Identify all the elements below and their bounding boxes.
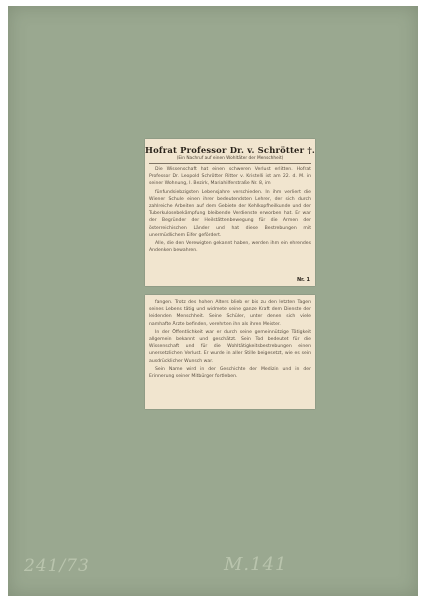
clipping-paragraph: Die Wissenschaft hat einen schweren Verlust erlitten. Hofrat Professor Dr. Leopold Schrötter Ritter v. Kristelli ist am 22. d. M. in seiner Wohnung, I. Bezirk, Mariahilferstraße Nr. 8, im xyxy=(149,167,311,187)
archive-mounting-board xyxy=(8,6,418,596)
clipping-paragraph: fünfundsiebzigsten Lebensjahre verschieden. In ihm verliert die Wiener Schule einen ihrer bedeutendsten Lehrer, der sich durch zahlreiche Arbeiten auf dem Gebiete der Kehlkopfheilkunde und der Tuberkulosebekämpfung bleibende Verdienste erworben hat. Er war der Begründer der Heilstättenbewegung für die Armen der österreichischen Länder und hat diese Bestrebungen mit unermüdlichem Eifer gefördert. xyxy=(149,189,311,238)
clipping-headline: Hofrat Professor Dr. v. Schrötter †. xyxy=(145,145,315,155)
clipping-subheadline: (Ein Nachruf auf einen Wohltäter der Menschheit) xyxy=(176,156,284,161)
clipping-paragraph: Alle, die den Verewigten gekannt haben, werden ihm ein ehrendes Andenken bewahren. xyxy=(149,241,311,254)
clipping-body-bottom xyxy=(145,295,315,380)
clipping-body-top xyxy=(145,166,315,254)
clipping-paragraph: In der Öffentlichkeit war er durch seine gemeinnützige Tätigkeit allgemein bekannt und geschätzt. Sein Tod bedeutet für die Wissenschaft und für die Wohltätigkeitsbestrebungen einen unersetzlichen Verlust. Er wurde in aller Stille beigesetzt, wie es sein ausdrücklicher Wunsch war. xyxy=(149,329,311,364)
pencil-inventory-number: 241/73 xyxy=(24,556,90,576)
clipping-number-marker: Nr. 1 xyxy=(296,277,310,283)
newspaper-clipping-bottom xyxy=(145,295,315,409)
clipping-paragraph: fangen. Trotz des hohen Alters blieb er bis zu den letzten Tagen seines Lebens tätig und widmete seine ganze Kraft dem Dienste der leidenden Menschheit. Seine Schüler, unter denen sich viele namhafte Ärzte befinden, verehrten ihn als ihren Meister. xyxy=(149,300,311,327)
headline-divider xyxy=(149,163,311,164)
clipping-paragraph: Sein Name wird in der Geschichte der Medizin und in der Erinnerung seiner Mitbürger fortleben. xyxy=(149,366,311,380)
pencil-catalog-mark: M.141 xyxy=(224,554,288,575)
newspaper-clipping-top xyxy=(145,139,315,286)
